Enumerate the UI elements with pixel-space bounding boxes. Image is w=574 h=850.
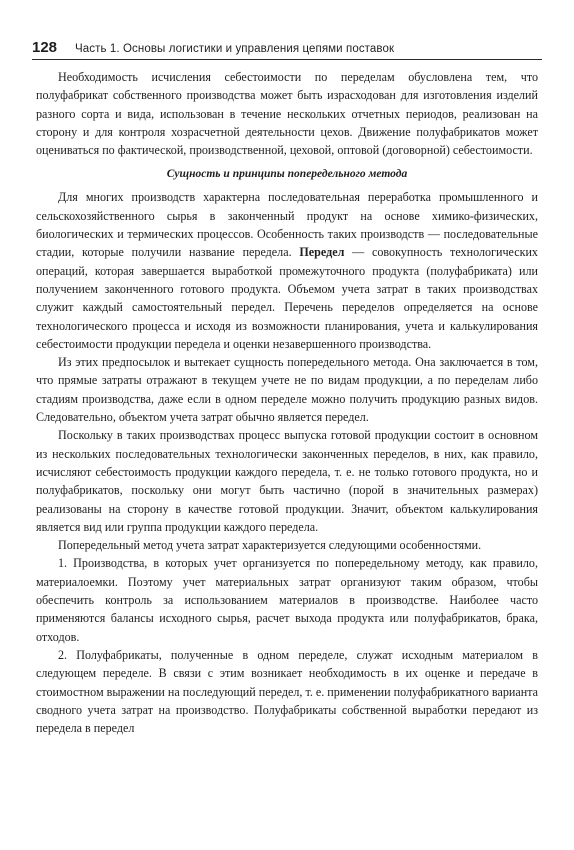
paragraph-text: Для многих производств характерна последовательная переработка промышленного и сельскохозяйственного сырья в законченный продукт на основе химико-физических, биологических и термических процессов. Особенность таких производств — последовательные стадии, которые получили название передела. — [36, 190, 538, 260]
paragraph-costing-object: Поскольку в таких производствах процесс выпуска готовой продукции состоит в основном из нескольких последовательных технологически законченных переделов, в них, как правило, исчисляют себестоимость продукции каждого передела, т. е. не только готового продукта, но и полуфабрикатов, поскольку они могут быть частично (порой в значительных размерах) реализованы на сторону в качестве готовой продукции. Значит, объектом калькулирования является вид или группа продукции каждого передела. — [36, 428, 538, 534]
section-heading: Сущность и принципы попередельного метода — [166, 168, 408, 181]
paragraph-cost-necessity: Необходимость исчисления себестоимости по переделам обусловлена тем, что полуфабрикат собственного производства может быть израсходован для изготовления изделий разного сорта и вида, использован в течение нескольких отчетных периодов, реализован на сторону и для контроля хозрасчетной деятельности цехов. Движение полуфабрикатов может оцениваться по фактической, производственной, цеховой, оптовой (договорной) себестоимости. — [36, 70, 538, 158]
running-header — [32, 40, 542, 60]
paragraph-features-intro: Попередельный метод учета затрат характеризуется следующими особенностями. — [58, 538, 482, 553]
page-body — [32, 68, 542, 737]
page-number: 128 — [32, 39, 58, 56]
paragraph-method-essence: Из этих предпосылок и вытекает сущность попередельного метода. Она заключается в том, что прямые затраты отражают в текущем учете не по видам продукции, а по переделам либо стадиям производства, даже если в одном переделе можно получить продукцию разных видов. Следовательно, объектом учета затрат обычно является передел. — [36, 355, 538, 425]
running-title: Часть 1. Основы логистики и управления цепями поставок — [75, 43, 395, 55]
paragraph-text: — совокупность технологических операций, которая завершается выработкой промежуточного продукта (полуфабриката) или получением законченного готового продукта. Объемом учета затрат в таких производствах служит каждый самостоятельный передел. Перечень переделов определяется на основе технологического процесса и исходя из возможности планирования, учета и калькулирования себестоимости продукции передела и оценки незавершенного производства. — [36, 245, 538, 351]
list-item-feature-2: 2. Полуфабрикаты, полученные в одном переделе, служат исходным материалом в следующем переделе. В связи с этим возникает необходимость в их оценке и передаче в стоимостном выражении на последующий передел, т. е. применении полуфабрикатного варианта сводного учета затрат на производство. Полуфабрикаты собственной выработки передают из передела в передел — [36, 647, 538, 736]
paragraph-process-definition — [36, 188, 538, 353]
defined-term: Передел — [299, 245, 345, 260]
list-item-feature-1: 1. Производства, в которых учет организуется по попередельному методу, как правило, материалоемки. Поэтому учет материальных затрат организуют таким образом, чтобы обеспечить контроль за использованием материалов в производстве. Наиболее часто применяются балансы исходного сырья, расчет выхода продукта или полуфабрикатов, брака, отходов. — [36, 556, 538, 644]
